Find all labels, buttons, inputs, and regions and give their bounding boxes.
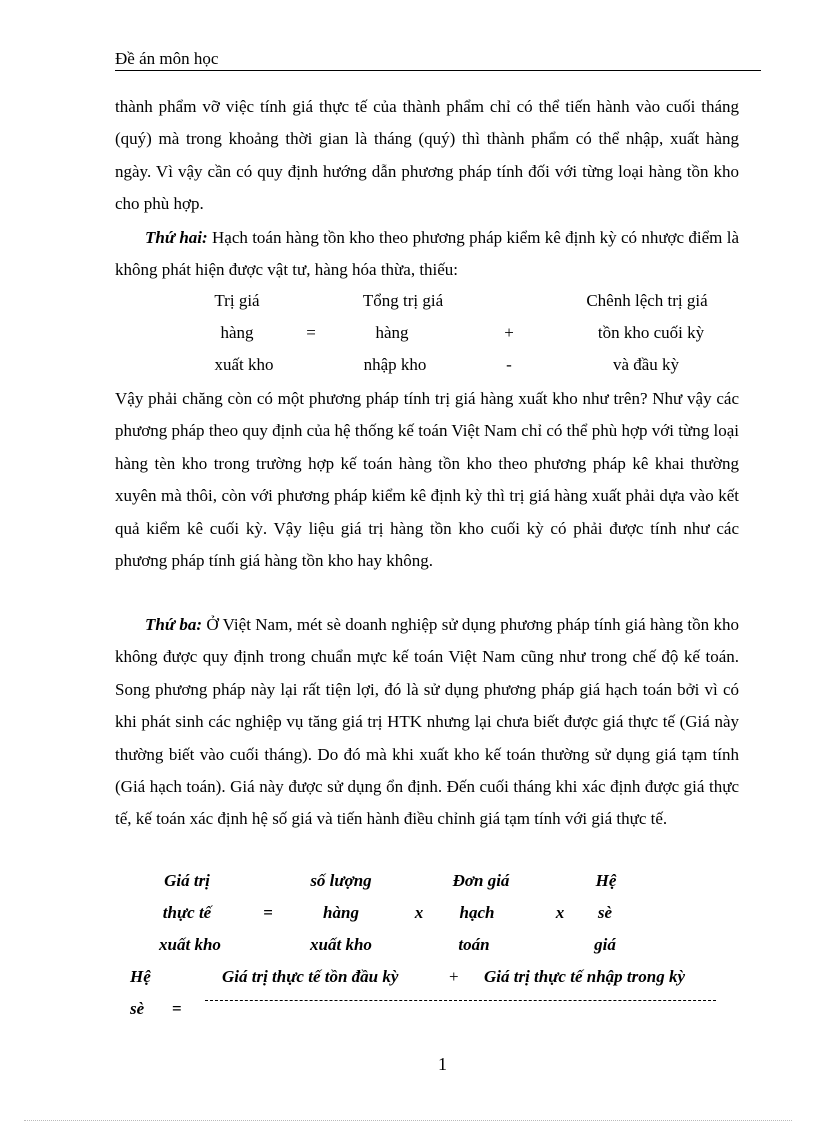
formula2-col1-line1: Giá trị: [164, 871, 210, 890]
page-bottom-edge: [24, 1120, 792, 1121]
formula1-col2-line1: Tổng trị giá: [362, 291, 444, 310]
formula1-col3-line3: và đầu kỳ: [612, 355, 680, 374]
formula3-equals: =: [172, 999, 182, 1018]
formula2-times2: x: [555, 903, 565, 922]
formula2-col2-line3: xuất kho: [310, 935, 372, 954]
formula1-col1-line3: xuất kho: [214, 355, 274, 374]
formula1-col2-line3: nhập kho: [363, 355, 427, 374]
formula1-plus: +: [504, 323, 514, 342]
formula1-col1-line2: hàng: [220, 323, 254, 342]
paragraph-lead-thu-hai: Thứ hai:: [145, 228, 208, 247]
formula2-col1-line2: thực tế: [162, 903, 212, 922]
paragraph-thu-hai: [115, 222, 739, 287]
formula2-times1: x: [414, 903, 424, 922]
formula3-plus: +: [449, 967, 459, 986]
formula3-numerator-right: Giá trị thực tế nhập trong kỳ: [484, 967, 685, 986]
formula1-equals: =: [306, 323, 316, 342]
formula2-col3-line3: toán: [458, 935, 490, 954]
formula1-col2-line2: hàng: [375, 323, 409, 342]
formula1-col3-line1: Chênh lệch trị giá: [586, 291, 708, 310]
paragraph-thu-ba: [115, 609, 739, 836]
paragraph-question: Vậy phải chăng còn có một phương pháp tính trị giá hàng xuất kho như trên? Như vậy các phương pháp theo quy định của hệ thống kế toán Việt Nam chỉ có thể phù hợp với từng loại hàng tèn kho trong trường hợp kế toán hàng tồn kho theo phương pháp kê khai thường xuyên mà thôi, còn với phương pháp kiểm kê định kỳ thì trị giá hàng xuất phải dựa vào kết quả kiểm kê cuối kỳ. Vậy liệu giá trị hàng tồn kho cuối kỳ có phải được tính như các phương pháp tính giá hàng tồn kho hay không.: [115, 389, 739, 571]
formula2-col2-line2: hàng: [323, 903, 359, 922]
formula2-col3-line2: hạch: [459, 903, 495, 922]
formula2-col3-line1: Đơn giá: [452, 871, 510, 890]
formula2-col1-line3: xuất kho: [159, 935, 221, 954]
paragraph-body-thu-ba: Ở Việt Nam, mét sè doanh nghiệp sử dụng phương pháp tính giá hàng tồn kho không được quy định trong chuẩn mực kế toán Việt Nam cũng như trong chế độ kế toán. Song phương pháp này lại rất tiện lợi, đó là sử dụng phương pháp giá hạch toán bởi vì có khi phát sinh các nghiệp vụ tăng giá trị HTK nhưng lại chưa biết được giá thực tế (Giá này thường biết vào cuối tháng). Do đó mà khi xuất kho kế toán thường sử dụng giá tạm tính (Giá hạch toán). Giá này được sử dụng ổn định. Đến cuối tháng khi xác định được giá thực tế, kế toán xác định hệ số giá và tiến hành điều chỉnh giá tạm tính với giá thực tế.: [115, 615, 739, 829]
formula2-equals: =: [263, 903, 273, 922]
header-rule: [115, 70, 761, 71]
formula2-col4-line1: Hệ: [595, 871, 617, 890]
page-header-title: Đề án môn học: [115, 49, 219, 68]
formula2-col4-line2: sè: [597, 903, 613, 922]
formula3-fraction-line: [205, 1000, 716, 1001]
formula1-minus: -: [506, 355, 512, 374]
formula3-numerator-left: Giá trị thực tế tồn đầu kỳ: [222, 967, 399, 986]
formula3-lhs-bottom: sè: [130, 999, 145, 1018]
paragraph-body-thu-hai: Hạch toán hàng tồn kho theo phương pháp kiểm kê định kỳ có nhược điểm là không phát hiện được vật tư, hàng hóa thừa, thiếu:: [115, 228, 739, 280]
paragraph-continuation: thành phẩm vỡ việc tính giá thực tế của thành phẩm chỉ có thể tiến hành vào cuối tháng (quý) mà trong khoảng thời gian là tháng (quý) thì thành phẩm có thể nhập, xuất hàng ngày. Vì vậy cần có quy định hướng dẫn phương pháp tính đối với từng loại hàng tồn kho cho phù hợp.: [115, 97, 739, 214]
page-number: 1: [438, 1054, 447, 1074]
formula1-col3-line2: tồn kho cuối kỳ: [597, 323, 705, 342]
formula3-lhs-top: Hệ: [130, 967, 151, 986]
formula2-col2-line1: số lượng: [310, 871, 372, 890]
paragraph-lead-thu-ba: Thứ ba:: [145, 615, 203, 634]
formula1-col1-line1: Trị giá: [214, 291, 260, 310]
formula2-col4-line3: giá: [594, 935, 616, 954]
